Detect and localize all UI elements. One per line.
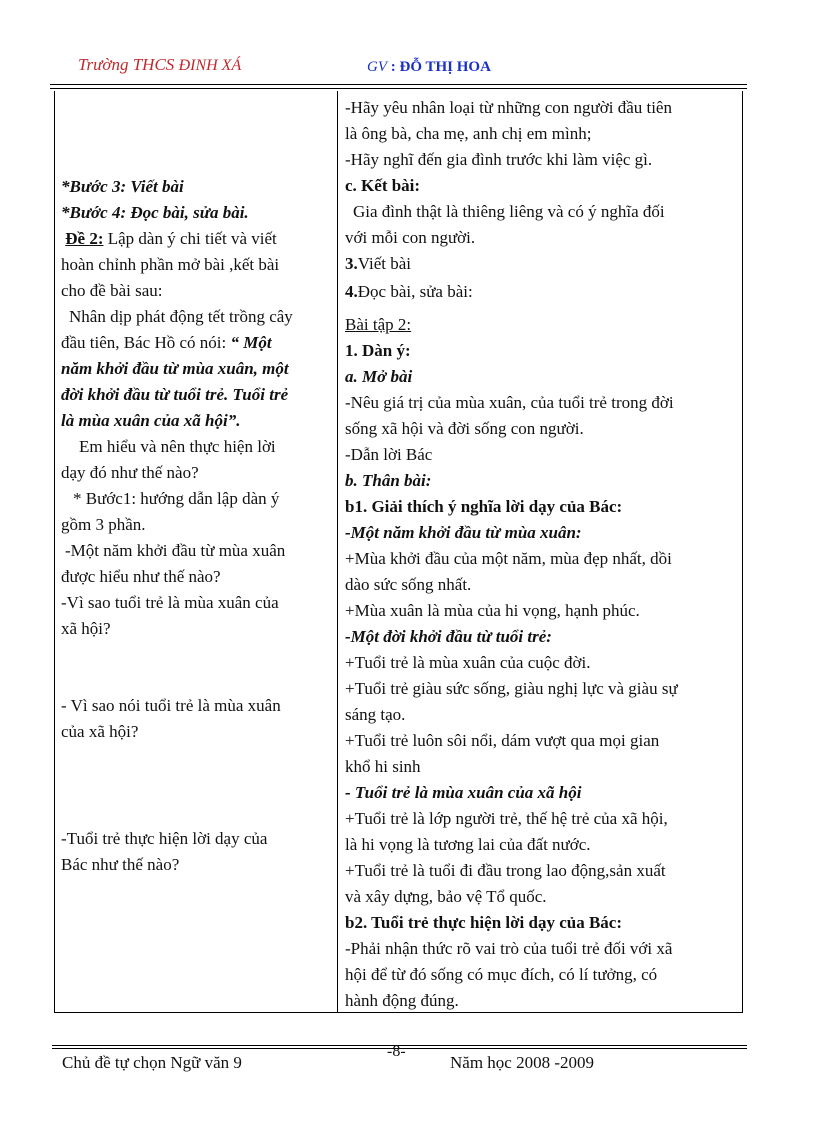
step-3: *Bước 3: Viết bài [61,177,184,196]
question-line: - Vì sao nói tuổi trẻ là mùa xuân [61,696,281,715]
section-heading: - Tuổi trẻ là mùa xuân của xã hội [345,783,582,802]
text-line: +Tuổi trẻ là mùa xuân của cuộc đời. [345,653,591,672]
question-line: -Tuổi trẻ thực hiện lời dạy của [61,829,268,848]
text-line: +Tuổi trẻ giàu sức sống, giàu nghị lực và giàu sự [345,679,678,698]
question-line: Bác như thế nào? [61,855,180,874]
header-rule-inner [50,88,747,89]
column-divider [337,91,338,1012]
text-line: hoàn chỉnh phần mở bài ,kết bài [61,255,280,274]
text-line: dào sức sống nhất. [345,575,472,594]
text-line: đầu tiên, Bác Hồ có nói: “ Một [61,333,272,352]
text-line: Nhân dịp phát động tết trồng cây [69,307,293,326]
footer-school-year: Năm học 2008 -2009 [450,1053,595,1072]
de-2-label: Đề 2: [65,229,104,248]
section-heading: -Một năm khởi đầu từ mùa xuân: [345,523,582,542]
teacher-name-text: : ĐỖ THỊ HOA [390,59,491,75]
text-line: Em hiểu và nên thực hiện lời [79,437,276,456]
section-heading: b2. Tuổi trẻ thực hiện lời dạy của Bác: [345,913,623,932]
text-line: +Tuổi trẻ là tuổi đi đầu trong lao động,sản xuất [345,861,666,880]
teacher-name [367,59,491,76]
text-line: là ông bà, cha mẹ, anh chị em mình; [345,124,592,143]
section-heading: b. Thân bài: [345,471,432,490]
section-heading: b1. Giải thích ý nghĩa lời dạy của Bác: [345,497,623,516]
text-line: +Mùa xuân là mùa của hi vọng, hạnh phúc. [345,601,640,620]
text-line: gồm 3 phần. [61,515,146,534]
text-line: -Phải nhận thức rõ vai trò của tuổi trẻ đối với xã [345,939,673,958]
text-line: hành động đúng. [345,991,459,1010]
text-line: và xây dựng, bảo vệ Tổ quốc. [345,887,547,906]
section-heading: c. Kết bài: [345,176,421,195]
page-number: -8- [387,1043,406,1060]
text-line: sống xã hội và đời sống con người. [345,419,584,438]
lesson-table [54,91,743,1013]
quote-line: đời khởi đầu từ tuổi trẻ. Tuổi trẻ [61,385,289,404]
footer-subject: Chủ đề tự chọn Ngữ văn 9 [62,1053,242,1072]
step-4: *Bước 4: Đọc bài, sửa bài. [61,203,249,222]
text-line: -Hãy nghĩ đến gia đình trước khi làm việc gì. [345,150,653,169]
quote-start: “ Một [230,333,272,352]
text-line: cho đề bài sau: [61,281,163,300]
text-line: * Bước1: hướng dẫn lập dàn ý [73,489,280,508]
teacher-prefix: GV [367,59,387,75]
question-line: xã hội? [61,619,111,638]
question-line: -Vì sao tuổi trẻ là mùa xuân của [61,593,279,612]
question-line: -Một năm khởi đầu từ mùa xuân [65,541,286,560]
text-line: dạy đó như thế nào? [61,463,199,482]
text-line: +Tuổi trẻ là lớp người trẻ, thế hệ trẻ của xã hội, [345,809,668,828]
header-rule [50,84,747,85]
text-line: với mỗi con người. [345,228,476,247]
exercise-heading: Bài tập 2: [345,315,412,334]
section-heading: 1. Dàn ý: [345,341,411,360]
text-line: sáng tạo. [345,705,406,724]
quote-line: là mùa xuân của xã hội”. [61,411,241,430]
text-line: Gia đình thật là thiêng liêng và có ý nghĩa đối [353,202,665,221]
question-line: được hiểu như thế nào? [61,567,221,586]
text-line: -Dẫn lời Bác [345,445,433,464]
text-line: -Nêu giá trị của mùa xuân, của tuổi trẻ trong đời [345,393,674,412]
de-2-line: Đề 2: Lập dàn ý chi tiết và viết [65,229,277,248]
text-line: +Tuổi trẻ luôn sôi nổi, dám vượt qua mọi gian [345,731,660,750]
text-line: là hi vọng là tương lai của đất nước. [345,835,591,854]
quote-line: năm khởi đầu từ mùa xuân, một [61,359,289,378]
section-heading: -Một đời khởi đầu từ tuổi trẻ: [345,627,552,646]
text-line: 3.Viết bài [345,254,412,273]
text-line: 4.Đọc bài, sửa bài: [345,282,473,301]
school-name-text: ĐINH XÁ [178,57,242,74]
school-name: Trường THCS ĐINH XÁ [78,55,242,74]
section-heading: a. Mở bài [345,367,413,386]
question-line: của xã hội? [61,722,139,741]
text-line: hội để từ đó sống có mục đích, có lí tưởng, có [345,965,658,984]
text-line: khổ hi sinh [345,757,421,776]
text-line: +Mùa khởi đầu của một năm, mùa đẹp nhất, dồi [345,549,672,568]
text-line: -Hãy yêu nhân loại từ những con người đầu tiên [345,98,672,117]
